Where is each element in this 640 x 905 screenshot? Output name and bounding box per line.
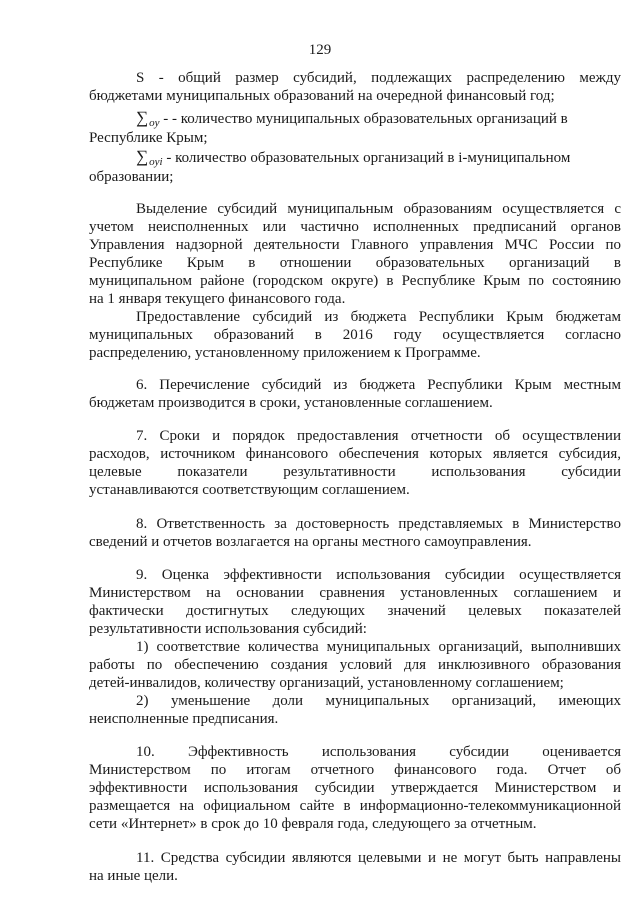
- item-10-line: сети «Интернет» в срок до 10 февраля года, следующего за отчетным.: [89, 816, 537, 832]
- definition-s-continuation: бюджетами муниципальных образований на очередной финансовый год;: [89, 88, 555, 104]
- item-7-line: расходов, источником финансового обеспечения которых является субсидия,: [89, 446, 621, 462]
- item-9-line: 1) соответствие количества муниципальных организаций, выполнивших: [136, 639, 621, 655]
- item-9-line: детей-инвалидов, количеству организаций, установленному соглашением;: [89, 675, 564, 691]
- sum-subscript: oy: [149, 117, 160, 129]
- item-9-line: 2) уменьшение доли муниципальных организаций, имеющих: [136, 693, 621, 709]
- item-9-line: фактически достигнутых следующих значений целевых показателей: [89, 603, 621, 619]
- paragraph-line: муниципальном районе (городском округе) в Республике Крым по состоянию: [89, 273, 621, 289]
- item-8-line: сведений и отчетов возлагается на органы местного самоуправления.: [89, 534, 532, 550]
- paragraph-line: на 1 января текущего финансового года.: [89, 291, 346, 307]
- item-9-line: Министерством на основании сравнения установленных соглашением и: [89, 585, 621, 601]
- sum-symbol: ∑: [136, 108, 149, 127]
- item-11-line: 11. Средства субсидии являются целевыми и не могут быть направлены: [136, 850, 621, 866]
- paragraph-line: распределению, установленному приложением к Программе.: [89, 345, 481, 361]
- item-9-line: результативности использования субсидий:: [89, 621, 367, 637]
- item-9-line: 9. Оценка эффективности использования субсидии осуществляется: [136, 567, 621, 583]
- item-6-line: бюджетам производится в сроки, установленные соглашением.: [89, 395, 493, 411]
- definition-sum-oyi-text: - количество образовательных организаций в i-муниципальном: [162, 150, 571, 166]
- definition-s: S - общий размер субсидий, подлежащих распределению между: [136, 70, 621, 86]
- page-number: 129: [308, 42, 332, 58]
- item-10-line: 10. Эффективность использования субсидии оценивается: [136, 744, 621, 760]
- definition-sum-oyi-continuation: образовании;: [89, 169, 174, 185]
- item-7-line: 7. Сроки и порядок предоставления отчетности об осуществлении: [136, 428, 621, 444]
- item-7-line: целевые показатели результативности использования субсидии: [89, 464, 621, 480]
- item-9-line: работы по обеспечению создания условий для инклюзивного образования: [89, 657, 621, 673]
- item-10-line: эффективности использования субсидии утверждается Министерством и: [89, 780, 621, 796]
- item-8-line: 8. Ответственность за достоверность представляемых в Министерство: [136, 516, 621, 532]
- definition-sum-oy-continuation: Республике Крым;: [89, 130, 208, 146]
- sum-subscript: oyi: [149, 156, 163, 168]
- sum-symbol: ∑: [136, 147, 149, 166]
- item-9-line: неисполненные предписания.: [89, 711, 279, 727]
- definition-sum-oy-text: - - количество муниципальных образовательных организаций в: [159, 111, 568, 127]
- item-11-line: на иные цели.: [89, 868, 178, 884]
- paragraph-line: Республике Крым в отношении образовательных организаций в: [89, 255, 621, 271]
- paragraph-line: Управления надзорной деятельности Главного управления МЧС России по: [89, 237, 621, 253]
- item-10-line: Министерством по итогам отчетного финансового года. Отчет об: [89, 762, 621, 778]
- item-10-line: размещается на официальном сайте в информационно-телекоммуникационной: [89, 798, 621, 814]
- paragraph-line: учетом неисполненных или частично исполненных предписаний органов: [89, 219, 621, 235]
- paragraph-line: Выделение субсидий муниципальным образованиям осуществляется с: [136, 201, 621, 217]
- item-7-line: устанавливаются соответствующим соглашением.: [89, 482, 410, 498]
- paragraph-line: Предоставление субсидий из бюджета Республики Крым бюджетам: [136, 309, 621, 325]
- paragraph-line: муниципальных образований в 2016 году осуществляется согласно: [89, 327, 621, 343]
- item-6-line: 6. Перечисление субсидий из бюджета Республики Крым местным: [136, 377, 621, 393]
